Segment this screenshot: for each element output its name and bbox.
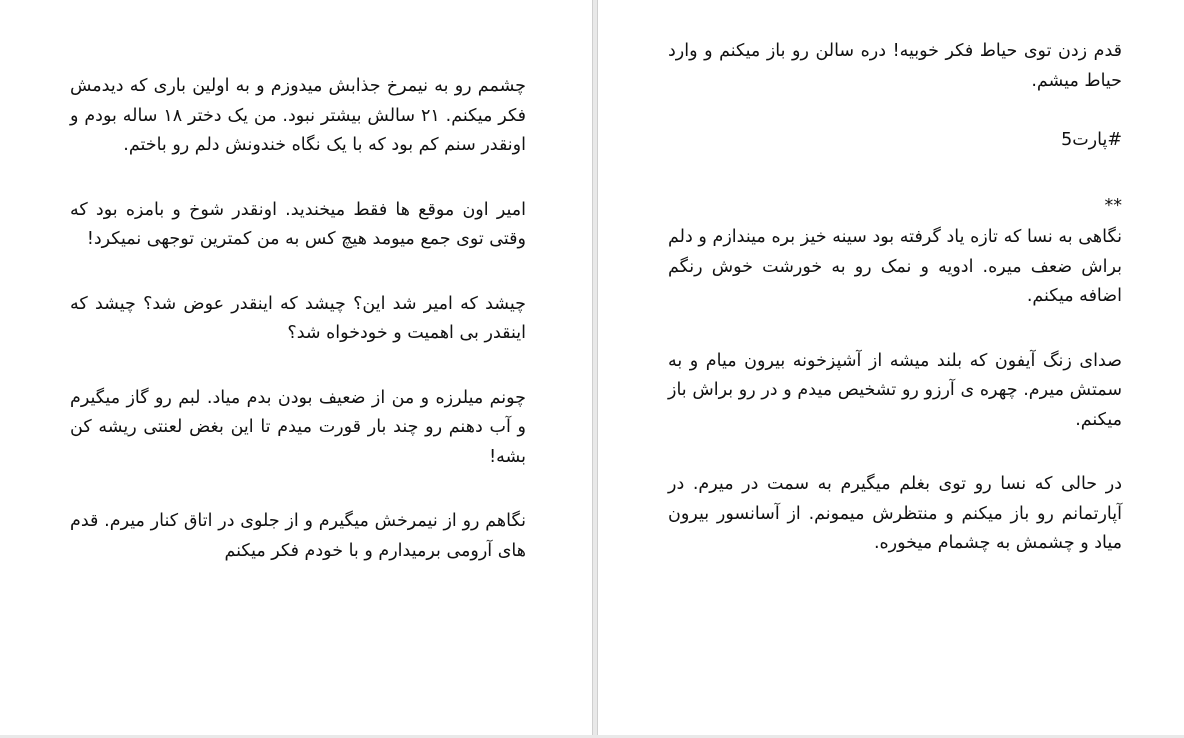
left-paragraph-4: چونم میلرزه و من از ضعیف بودن بدم میاد. لبم رو گاز میگیرم و آب دهنم رو چند بار قورت میدم تا این بغض لعنتی ریشه کن بشه! [70, 387, 526, 467]
right-paragraph-3: صدای زنگ آیفون که بلند میشه از آشپزخونه بیرون میام و به سمتش میرم. چهره ی آرزو رو تشخیص میدم و در رو براش باز میکنم. [668, 350, 1122, 430]
scene-separator: ** [1104, 195, 1122, 216]
part-heading: #پارت5 [1061, 130, 1122, 150]
right-paragraph-4: در حالی که نسا رو توی بغلم میگیرم به سمت در میرم. در آپارتمانم رو باز میکنم و منتظرش میمونم. از آسانسور بیرون میاد و چشمش به چشمام میخوره. [668, 474, 1122, 553]
right-paragraph-1: قدم زدن توی حیاط فکر خوبیه! دره سالن رو باز میکنم و وارد حیاط میشم. [668, 41, 1122, 91]
left-paragraph-5: نگاهم رو از نیمرخش میگیرم و از جلوی در اتاق کنار میرم. قدم های آرومی برمیدارم و با خودم فکر میکنم [70, 511, 526, 561]
left-paragraph-2: امیر اون موقع ها فقط میخندید. اونقدر شوخ و بامزه بود که وقتی توی جمع میومد هیچ کس به من کمترین توجهی نمیکرد! [70, 199, 526, 249]
right-page [597, 0, 1184, 735]
right-paragraph-2: نگاهی به نسا که تازه یاد گرفته بود سینه خیز بره میندازم و دلم براش ضعف میره. ادویه و نمک رو به خورشت خوش رنگم اضافه میکنم. [668, 227, 1122, 306]
left-paragraph-1: چشمم رو به نیمرخ جذابش میدوزم و به اولین باری که دیدمش فکر میکنم. ۲۱ سالش بیشتر نبود. من یک دختر ۱۸ ساله بودم و اونقدر سنم کم بود که با یک نگاه خندونش دلم رو باختم. [70, 76, 526, 155]
left-page-text [70, 72, 526, 601]
left-paragraph-3: چیشد که امیر شد این؟ چیشد که اینقدر عوض شد؟ چیشد که اینقدر بی اهمیت و خودخواه شد؟ [70, 293, 526, 343]
right-page-text [668, 37, 1122, 594]
left-page [0, 0, 593, 735]
